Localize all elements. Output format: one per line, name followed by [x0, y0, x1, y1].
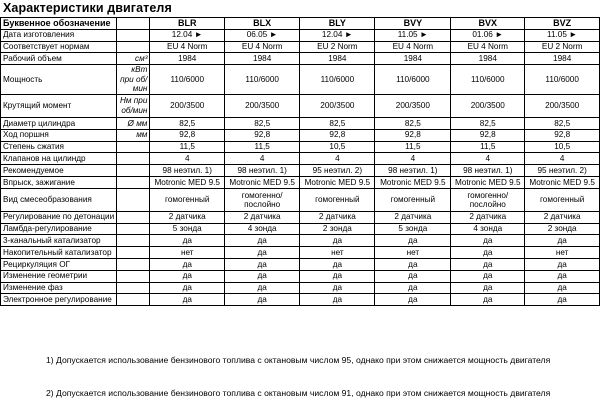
cell-bvz: да [525, 270, 600, 282]
cell-blr: нет [150, 247, 225, 259]
cell-bly: EU 2 Norm [300, 41, 375, 53]
row-label: Буквенное обозначение [1, 18, 117, 30]
row-label: Ламбда-регулирование [1, 223, 117, 235]
cell-blx: 98 неэтил. 1) [225, 165, 300, 177]
cell-blx: да [225, 294, 300, 306]
table-row [1, 258, 600, 270]
cell-blx: да [225, 282, 300, 294]
row-label: Ход поршня [1, 129, 117, 141]
row-label: Рециркуляция ОГ [1, 258, 117, 270]
cell-bvy: да [375, 294, 451, 306]
cell-bly: 12.04 ► [300, 29, 375, 41]
row-unit [117, 141, 150, 153]
row-label: Крутящий момент [1, 94, 117, 117]
cell-bvx: да [451, 235, 525, 247]
page-title: Характеристики двигателя [3, 1, 172, 15]
table-row [1, 235, 600, 247]
table-row [1, 29, 600, 41]
cell-bvy: 82,5 [375, 117, 451, 129]
row-unit: Нм при об/мин [117, 94, 150, 117]
cell-bly: да [300, 258, 375, 270]
row-unit [117, 282, 150, 294]
row-label: Соответствует нормам [1, 41, 117, 53]
table-row [1, 117, 600, 129]
row-unit [117, 18, 150, 30]
cell-bvy: 11.05 ► [375, 29, 451, 41]
cell-bly: 2 зонда [300, 223, 375, 235]
cell-blx: 200/3500 [225, 94, 300, 117]
cell-bvy: BVY [375, 18, 451, 30]
cell-blr: 5 зонда [150, 223, 225, 235]
cell-blr: Motronic MED 9.5 [150, 176, 225, 188]
row-label: Накопительный катализатор [1, 247, 117, 259]
row-unit [117, 188, 150, 211]
table-row [1, 223, 600, 235]
cell-blr: 82,5 [150, 117, 225, 129]
row-label: Клапанов на цилиндр [1, 153, 117, 165]
cell-bly: BLY [300, 18, 375, 30]
cell-bly: 110/6000 [300, 65, 375, 95]
cell-bvy: 98 неэтил. 1) [375, 165, 451, 177]
row-label: Рекомендуемое [1, 165, 117, 177]
row-unit: кВт при об/мин [117, 65, 150, 95]
cell-bvx: 01.06 ► [451, 29, 525, 41]
cell-blr: да [150, 270, 225, 282]
cell-bvz: нет [525, 247, 600, 259]
cell-blx: Motronic MED 9.5 [225, 176, 300, 188]
row-label: Диаметр цилиндра [1, 117, 117, 129]
cell-bvy: да [375, 282, 451, 294]
row-label: Мощность [1, 65, 117, 95]
cell-bvy: гомогенный [375, 188, 451, 211]
cell-bvz: да [525, 282, 600, 294]
cell-bvx: да [451, 294, 525, 306]
row-unit [117, 294, 150, 306]
row-unit [117, 270, 150, 282]
cell-bvy: нет [375, 247, 451, 259]
cell-bvx: 92,8 [451, 129, 525, 141]
cell-bvz: 92,8 [525, 129, 600, 141]
row-unit: мм [117, 129, 150, 141]
engine-spec-table [0, 17, 600, 306]
cell-bvz: 4 [525, 153, 600, 165]
cell-blx: да [225, 258, 300, 270]
cell-blr: 11,5 [150, 141, 225, 153]
row-unit [117, 247, 150, 259]
table-row [1, 41, 600, 53]
cell-bvx: да [451, 258, 525, 270]
cell-blr: да [150, 294, 225, 306]
cell-bvz: 200/3500 [525, 94, 600, 117]
table-row [1, 211, 600, 223]
table-row [1, 270, 600, 282]
cell-bvz: 11.05 ► [525, 29, 600, 41]
table-row [1, 176, 600, 188]
cell-bly: 92,8 [300, 129, 375, 141]
cell-blr: BLR [150, 18, 225, 30]
cell-bvx: 82,5 [451, 117, 525, 129]
cell-blx: гомогенно/ послойно [225, 188, 300, 211]
cell-bly: да [300, 282, 375, 294]
cell-bvx: 11,5 [451, 141, 525, 153]
cell-blx: BLX [225, 18, 300, 30]
cell-bly: 95 неэтил. 2) [300, 165, 375, 177]
cell-bvx: да [451, 270, 525, 282]
table-row [1, 18, 600, 30]
row-unit [117, 176, 150, 188]
cell-blr: EU 4 Norm [150, 41, 225, 53]
cell-blr: 92,8 [150, 129, 225, 141]
table-row [1, 294, 600, 306]
cell-blr: 1984 [150, 53, 225, 65]
row-unit [117, 235, 150, 247]
row-label: Рабочий объем [1, 53, 117, 65]
cell-blx: 1984 [225, 53, 300, 65]
cell-bvx: 2 датчика [451, 211, 525, 223]
cell-bvx: Motronic MED 9.5 [451, 176, 525, 188]
row-label: Регулирование по детонации [1, 211, 117, 223]
cell-bvy: 5 зонда [375, 223, 451, 235]
cell-bvz: 10,5 [525, 141, 600, 153]
cell-bvx: 4 зонда [451, 223, 525, 235]
cell-bvy: да [375, 258, 451, 270]
cell-bvx: да [451, 247, 525, 259]
cell-bly: 200/3500 [300, 94, 375, 117]
cell-blx: да [225, 270, 300, 282]
cell-blx: 110/6000 [225, 65, 300, 95]
cell-bvx: 98 неэтил. 1) [451, 165, 525, 177]
cell-bvz: EU 2 Norm [525, 41, 600, 53]
cell-blr: да [150, 282, 225, 294]
cell-blx: 2 датчика [225, 211, 300, 223]
row-unit [117, 223, 150, 235]
cell-blx: 82,5 [225, 117, 300, 129]
cell-blr: да [150, 258, 225, 270]
table-row [1, 65, 600, 95]
cell-blr: 4 [150, 153, 225, 165]
cell-bvy: 11,5 [375, 141, 451, 153]
cell-bvz: 95 неэтил. 2) [525, 165, 600, 177]
cell-bvz: Motronic MED 9.5 [525, 176, 600, 188]
cell-bvz: 1984 [525, 53, 600, 65]
table-row [1, 188, 600, 211]
table-row [1, 153, 600, 165]
cell-bvz: 110/6000 [525, 65, 600, 95]
cell-bvx: 1984 [451, 53, 525, 65]
cell-blx: 92,8 [225, 129, 300, 141]
cell-bvy: EU 4 Norm [375, 41, 451, 53]
cell-bvy: да [375, 235, 451, 247]
cell-bly: 4 [300, 153, 375, 165]
cell-bly: да [300, 270, 375, 282]
cell-blr: гомогенный [150, 188, 225, 211]
row-unit [117, 153, 150, 165]
row-unit [117, 211, 150, 223]
table-row [1, 141, 600, 153]
row-label: Впрыск, зажигание [1, 176, 117, 188]
cell-bvx: EU 4 Norm [451, 41, 525, 53]
cell-bvx: 110/6000 [451, 65, 525, 95]
cell-bvz: 2 датчика [525, 211, 600, 223]
table-row [1, 282, 600, 294]
row-unit [117, 258, 150, 270]
cell-bvz: да [525, 235, 600, 247]
cell-blr: 110/6000 [150, 65, 225, 95]
row-unit [117, 41, 150, 53]
table-row [1, 53, 600, 65]
cell-bvx: 200/3500 [451, 94, 525, 117]
cell-bvz: да [525, 258, 600, 270]
cell-blr: да [150, 235, 225, 247]
table-row [1, 94, 600, 117]
row-unit: Ø мм [117, 117, 150, 129]
cell-blr: 12.04 ► [150, 29, 225, 41]
cell-bvy: Motronic MED 9.5 [375, 176, 451, 188]
footnote-2: 2) Допускается использование бензинового топлива с октановым числом 91, однако при этом снижается мощность двигателя [46, 388, 551, 398]
row-label: Электронное регулирование [1, 294, 117, 306]
cell-blx: да [225, 235, 300, 247]
row-label: Изменение фаз [1, 282, 117, 294]
cell-bly: 10,5 [300, 141, 375, 153]
cell-bvy: да [375, 270, 451, 282]
cell-bvz: 2 зонда [525, 223, 600, 235]
cell-blx: да [225, 247, 300, 259]
cell-bvy: 200/3500 [375, 94, 451, 117]
table-row [1, 247, 600, 259]
row-label: Вид смесеобразования [1, 188, 117, 211]
row-label: 3-канальный катализатор [1, 235, 117, 247]
cell-bly: гомогенный [300, 188, 375, 211]
cell-bvx: 4 [451, 153, 525, 165]
cell-bvz: BVZ [525, 18, 600, 30]
cell-blr: 2 датчика [150, 211, 225, 223]
cell-bvx: BVX [451, 18, 525, 30]
row-unit: см³ [117, 53, 150, 65]
footnote-1: 1) Допускается использование бензинового топлива с октановым числом 95, однако при этом снижается мощность двигателя [46, 355, 551, 365]
cell-bly: да [300, 294, 375, 306]
cell-blx: 4 зонда [225, 223, 300, 235]
cell-blx: 11,5 [225, 141, 300, 153]
cell-bvy: 2 датчика [375, 211, 451, 223]
row-unit [117, 165, 150, 177]
cell-bvz: да [525, 294, 600, 306]
cell-bly: 82,5 [300, 117, 375, 129]
cell-bvy: 1984 [375, 53, 451, 65]
cell-bly: да [300, 235, 375, 247]
cell-bly: 2 датчика [300, 211, 375, 223]
cell-bvx: гомогенно/ послойно [451, 188, 525, 211]
cell-blx: 4 [225, 153, 300, 165]
cell-bly: нет [300, 247, 375, 259]
cell-bvy: 92,8 [375, 129, 451, 141]
cell-bvz: гомогенный [525, 188, 600, 211]
cell-bvy: 4 [375, 153, 451, 165]
table-row [1, 165, 600, 177]
row-label: Изменение геометрии [1, 270, 117, 282]
cell-blx: 06.05 ► [225, 29, 300, 41]
cell-bvy: 110/6000 [375, 65, 451, 95]
row-label: Дата изготовления [1, 29, 117, 41]
row-unit [117, 29, 150, 41]
row-label: Степень сжатия [1, 141, 117, 153]
cell-blr: 200/3500 [150, 94, 225, 117]
cell-bly: Motronic MED 9.5 [300, 176, 375, 188]
table-row [1, 129, 600, 141]
cell-bvx: да [451, 282, 525, 294]
cell-bvz: 82,5 [525, 117, 600, 129]
cell-blx: EU 4 Norm [225, 41, 300, 53]
cell-bly: 1984 [300, 53, 375, 65]
cell-blr: 98 неэтил. 1) [150, 165, 225, 177]
